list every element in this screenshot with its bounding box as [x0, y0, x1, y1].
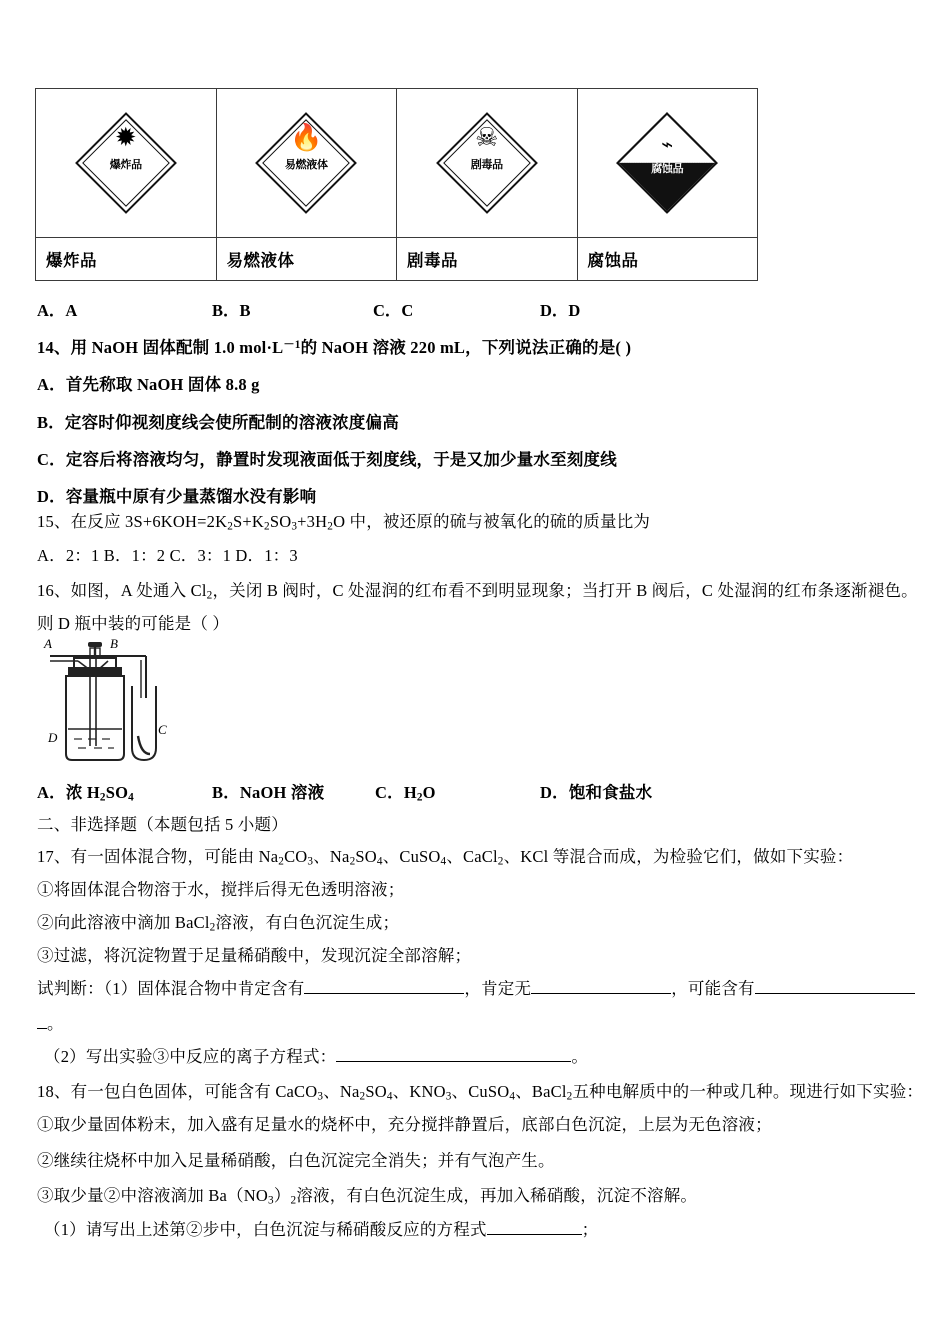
flammable-liquid-icon: [252, 109, 360, 217]
q18-s4: 3: [445, 1090, 452, 1103]
q18-s1: 3: [317, 1090, 324, 1103]
q17-step2-p2: 溶液，有白色沉淀生成；: [215, 913, 400, 932]
hazard-label-d: 腐蚀品: [577, 238, 758, 281]
q16-opt-c-post: O: [422, 783, 436, 802]
q18-stem: [37, 1078, 923, 1102]
q16-opt-a-sub2: 4: [128, 791, 134, 804]
q17-step-2: [37, 909, 399, 933]
q17-p5: 、CuSO: [382, 847, 441, 866]
figure-label-a: A: [44, 636, 52, 651]
q18-step3-sub2: 2: [290, 1194, 297, 1207]
q15-s2: 2: [264, 520, 270, 533]
toxic-icon: [433, 109, 541, 217]
q18-step3-p1: ③取少量②中溶液滴加 Ba（NO: [37, 1186, 268, 1205]
q14-stem-post: 的 NaOH 溶液 220 mL，下列说法正确的是( ): [300, 338, 632, 357]
q18-step3-p3: 溶液，有白色沉淀生成，再加入稀硝酸，沉淀不溶解。: [296, 1186, 698, 1205]
hazard-cell-c: [397, 89, 578, 238]
q18-s6: 2: [566, 1090, 573, 1103]
toxic-sign-text: 剧毒品: [470, 157, 503, 171]
q13-option-d: D．D: [540, 301, 581, 320]
hazard-labels-row: [36, 238, 758, 281]
q17-s5: 4: [440, 855, 447, 868]
figure-label-b: B: [110, 636, 118, 651]
q18-part1-label: （1）请写出上述第②步中，白色沉淀与稀硝酸反应的方程式: [44, 1220, 487, 1239]
hazard-cell-b: [216, 89, 397, 238]
hazard-symbols-table: [35, 88, 758, 281]
q17-step2-p1: ②向此溶液中滴加 BaCl: [37, 913, 210, 932]
q18-step-3: [37, 1182, 697, 1206]
q17-p1: 17、有一固体混合物，可能由 Na: [37, 847, 279, 866]
hazard-icons-row: [36, 89, 758, 238]
q17-part2-period: 。: [571, 1047, 589, 1066]
q14-stem-pre: 14、用 NaOH 固体配制 1.0 mol·L: [37, 338, 284, 357]
q17-s4: 4: [376, 855, 383, 868]
hazard-cell-d: [577, 89, 758, 238]
q17-part1-label-a: 试判断：（1）固体混合物中肯定含有: [37, 979, 305, 998]
q17-s1: 2: [278, 855, 285, 868]
hazard-label-a: 爆炸品: [36, 238, 217, 281]
q17-p3: 、Na: [313, 847, 350, 866]
q17-part2-label: （2）写出实验③中反应的离子方程式：: [44, 1047, 337, 1066]
explosive-icon: [72, 109, 180, 217]
q17-blank-continuation[interactable]: [37, 1028, 47, 1029]
flammable-sign-text: 易燃液体: [284, 157, 328, 171]
q17-p4: SO: [355, 847, 377, 866]
q14-stem: [37, 334, 631, 358]
q17-blank-definitely-contains[interactable]: [304, 993, 464, 994]
q17-s6: 2: [497, 855, 504, 868]
q18-p4: 、KNO: [392, 1082, 446, 1101]
apparatus-svg: [38, 636, 178, 768]
q18-step3-sub1: 3: [268, 1194, 274, 1207]
q14-option-d: D．容量瓶中原有少量蒸馏水没有影响: [37, 487, 317, 506]
q17-s3: 2: [349, 855, 356, 868]
q13-option-c: C．C: [373, 301, 414, 320]
q18-step3-p2: ）: [273, 1186, 291, 1205]
q16-option-c: [375, 779, 436, 803]
q15-s4: 2: [327, 520, 334, 533]
q16-opt-c-pre: C．H: [375, 783, 417, 802]
q17-stem: [37, 843, 853, 867]
explosive-sign-text: 爆炸品: [109, 157, 142, 171]
q15-s3: 3: [291, 520, 298, 533]
q16-stem-p1: 16、如图，A 处通入 Cl: [37, 581, 207, 600]
q15-options: A．2：1 B．1：2 C．3：1 D．1：3: [37, 546, 298, 565]
red-cloth-strip: [138, 736, 150, 754]
q17-blank-definitely-absent[interactable]: [531, 993, 671, 994]
q17-p2: CO: [284, 847, 308, 866]
q16-option-b: B．NaOH 溶液: [212, 783, 325, 802]
q17-p6: 、CaCl: [446, 847, 498, 866]
q17-blank-ionic-equation[interactable]: [336, 1061, 571, 1062]
test-tube-c: [132, 686, 156, 760]
q17-part-2: [44, 1043, 588, 1067]
q17-blank-possibly-contains[interactable]: [755, 993, 915, 994]
valve-knob-b: [88, 642, 102, 647]
q18-p6: 、BaCl: [515, 1082, 567, 1101]
q18-p5: 、CuSO: [451, 1082, 510, 1101]
q18-blank-equation[interactable]: [487, 1234, 582, 1235]
figure-label-d: D: [48, 730, 58, 745]
q18-p3: SO: [365, 1082, 387, 1101]
q17-s2: 3: [307, 855, 314, 868]
q14-option-c: C．定容后将溶液均匀，静置时发现液面低于刻度线，于是又加少量水至刻度线: [37, 450, 617, 469]
q14-option-b: B．定容时仰视刻度线会使所配制的溶液浓度偏高: [37, 413, 399, 432]
q18-s2: 2: [359, 1090, 366, 1103]
q17-part1-label-c: ，可能含有: [671, 979, 755, 998]
corrosion-drop-glyph: ⌁: [661, 131, 674, 156]
corrosive-sign-text: 腐蚀品: [651, 161, 684, 175]
q16-stem-line2: 则 D 瓶中装的可能是（ ）: [37, 614, 230, 633]
skull-crossbones-glyph: ☠: [475, 122, 499, 153]
q18-p7: 五种电解质中的一种或几种。现进行如下实验：: [572, 1082, 924, 1101]
flame-glyph: 🔥: [290, 122, 323, 153]
q18-step-2: ②继续往烧杯中加入足量稀硝酸，白色沉淀完全消失；并有气泡产生。: [37, 1151, 555, 1170]
q18-step-1: ①取少量固体粉末，加入盛有足量水的烧杯中，充分搅拌静置后，底部白色沉淀，上层为无色溶液；: [37, 1115, 772, 1134]
liquid-hatching: [74, 739, 114, 748]
q18-p1: 18、有一包白色固体，可能含有 CaCO: [37, 1082, 318, 1101]
q15-p3: SO: [269, 512, 292, 531]
q17-part1-label-b: ，肯定无: [464, 979, 532, 998]
q16-stem-p2: ，关闭 B 阀时，C 处湿润的红布看不到明显现象；当打开 B 阀后，C 处湿润的红布条逐渐褪色。: [212, 581, 918, 600]
explosion-glyph: ✹: [114, 122, 137, 153]
q17-p7: 、KCl 等混合而成，为检验它们，做如下实验：: [503, 847, 854, 866]
q15-p5: O 中，被还原的硫与被氧化的硫的质量比为: [333, 512, 651, 531]
corrosive-icon: [613, 109, 721, 217]
q17-step2-sub: 2: [209, 921, 216, 934]
q15-p1: 15、在反应 3S+6KOH=2K: [37, 512, 228, 531]
q17-step-3: ③过滤，将沉淀物置于足量稀硝酸中，发现沉淀全部溶解；: [37, 946, 472, 965]
q18-s3: 4: [386, 1090, 393, 1103]
q16-stem-sub: 2: [206, 589, 213, 602]
q18-s5: 4: [509, 1090, 516, 1103]
section-2-heading: 二、非选择题（本题包括 5 小题）: [37, 815, 288, 834]
q15-stem: [37, 508, 650, 532]
q17-part-1: [37, 975, 915, 999]
q17-part-1-tail: [37, 1010, 64, 1034]
q18-part1-semicolon: ；: [581, 1220, 599, 1239]
q17-step-1: ①将固体混合物溶于水，搅拌后得无色透明溶液；: [37, 880, 405, 899]
q15-p4: +3H: [297, 512, 328, 531]
q16-option-a: [37, 779, 134, 803]
q15-s1: 2: [227, 520, 234, 533]
q16-stem-line1: [37, 577, 918, 601]
q16-opt-a-sub1: 2: [99, 791, 106, 804]
gas-washing-apparatus-figure: [38, 636, 178, 768]
q18-p2: 、Na: [323, 1082, 360, 1101]
q18-part-1: [44, 1216, 598, 1240]
q14-stem-exponent: －1: [283, 338, 301, 351]
q14-option-a: A．首先称取 NaOH 固体 8.8 g: [37, 375, 260, 394]
hazard-cell-a: [36, 89, 217, 238]
q15-p2: S+K: [233, 512, 265, 531]
q16-option-d: D．饱和食盐水: [540, 783, 653, 802]
hazard-label-c: 剧毒品: [397, 238, 578, 281]
figure-label-c: C: [158, 722, 167, 737]
q13-option-a: A．A: [37, 301, 78, 320]
q16-opt-a-mid: SO: [105, 783, 129, 802]
q17-part1-period: 。: [47, 1014, 64, 1033]
hazard-label-b: 易燃液体: [216, 238, 397, 281]
q16-opt-c-sub: 2: [416, 791, 423, 804]
q16-opt-a-pre: A．浓 H: [37, 783, 100, 802]
q13-option-b: B．B: [212, 301, 251, 320]
